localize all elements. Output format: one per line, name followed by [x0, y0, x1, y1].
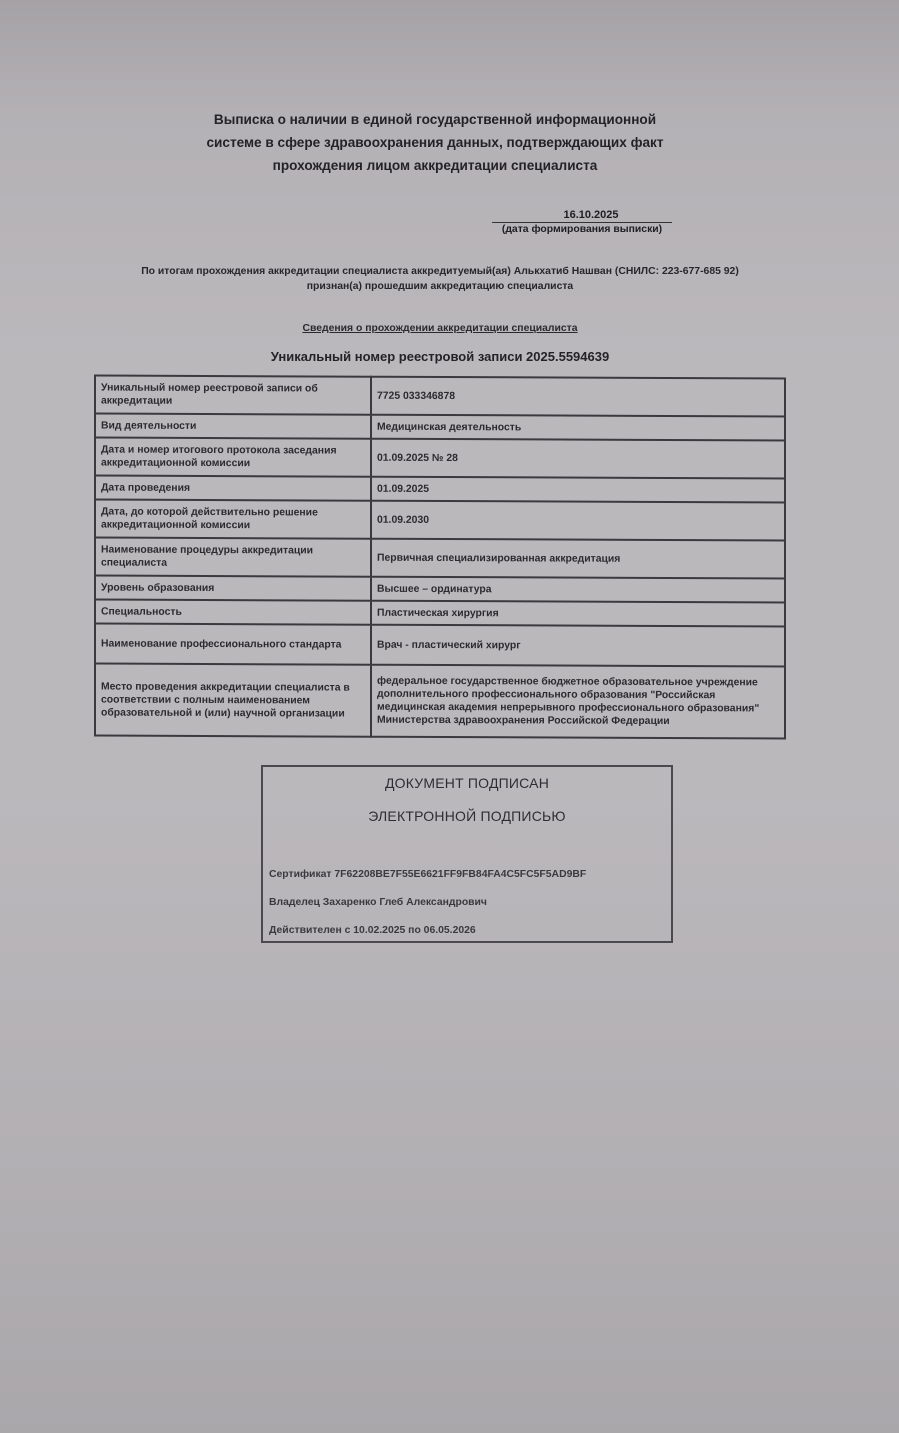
row-value: 01.09.2025 — [371, 477, 785, 503]
row-value: 7725 033346878 — [371, 377, 785, 417]
signature-certificate: Сертификат 7F62208BE7F55E6621FF9FB84FA4C5FC5F5AD9BF — [269, 869, 587, 880]
row-value: 01.09.2025 № 28 — [371, 439, 785, 479]
table-row — [95, 475, 785, 502]
row-label: Вид деятельности — [95, 413, 371, 438]
row-label: Уровень образования — [95, 575, 371, 600]
signature-owner: Владелец Захаренко Глеб Александрович — [269, 897, 487, 908]
table-row — [95, 575, 785, 602]
table-row — [95, 623, 785, 666]
table-row — [95, 537, 785, 578]
document-title — [170, 108, 700, 177]
accreditation-info-table — [94, 374, 786, 739]
row-label: Наименование процедуры аккредитации специалиста — [95, 537, 371, 576]
electronic-signature-stamp — [261, 765, 673, 943]
table-row — [95, 437, 785, 478]
issue-date-caption: (дата формирования выписки) — [501, 224, 663, 235]
row-label: Место проведения аккредитации специалиста в соответствии с полным наименованием образовательной и (или) научной организации — [95, 663, 371, 736]
row-value: Высшее – ординатура — [371, 577, 785, 603]
table-row — [95, 663, 785, 738]
title-line: прохождения лицом аккредитации специалиста — [272, 158, 598, 173]
signature-validity: Действителен с 10.02.2025 по 06.05.2026 — [269, 925, 476, 936]
result-line: признан(а) прошедшим аккредитацию специалиста — [306, 281, 574, 292]
row-value: федеральное государственное бюджетное образовательное учреждение дополнительного профессионального образования "Российская медицинская академия непрерывного профессионального образования" Министерства здравоохранения Российской Федерации — [371, 665, 785, 739]
signature-subtitle: ЭЛЕКТРОННОЙ ПОДПИСЬЮ — [368, 808, 566, 824]
row-label: Дата проведения — [95, 475, 371, 500]
title-line: системе в сфере здравоохранения данных, подтверждающих факт — [206, 135, 664, 150]
row-label: Дата и номер итогового протокола заседания аккредитационной комиссии — [95, 437, 371, 476]
issue-date-block — [492, 208, 672, 237]
table-row — [95, 599, 785, 626]
table-row — [95, 499, 785, 540]
row-label: Дата, до которой действительно решение аккредитационной комиссии — [95, 499, 371, 538]
row-value: Медицинская деятельность — [371, 415, 785, 441]
accreditation-result — [95, 264, 785, 294]
section-heading: Сведения о прохождении аккредитации специалиста — [302, 323, 578, 334]
row-value: Пластическая хирургия — [371, 601, 785, 627]
row-value: Первичная специализированная аккредитация — [371, 539, 785, 579]
table-row — [95, 413, 785, 440]
signature-title: ДОКУМЕНТ ПОДПИСАН — [384, 775, 550, 791]
row-value: 01.09.2030 — [371, 501, 785, 541]
issue-date: 16.10.2025 — [492, 208, 672, 223]
title-line: Выписка о наличии в единой государственной информационной — [213, 112, 657, 127]
registry-number: Уникальный номер реестровой записи 2025.5594639 — [270, 349, 610, 364]
table-row — [95, 375, 785, 416]
result-line: По итогам прохождения аккредитации специалиста аккредитуемый(ая) Алькхатиб Нашван (СНИЛС: 223-677-685 92) — [141, 266, 739, 277]
row-value: Врач - пластический хирург — [371, 625, 785, 667]
row-label: Специальность — [95, 599, 371, 624]
row-label: Наименование профессионального стандарта — [95, 623, 371, 664]
row-label: Уникальный номер реестровой записи об аккредитации — [95, 375, 371, 414]
